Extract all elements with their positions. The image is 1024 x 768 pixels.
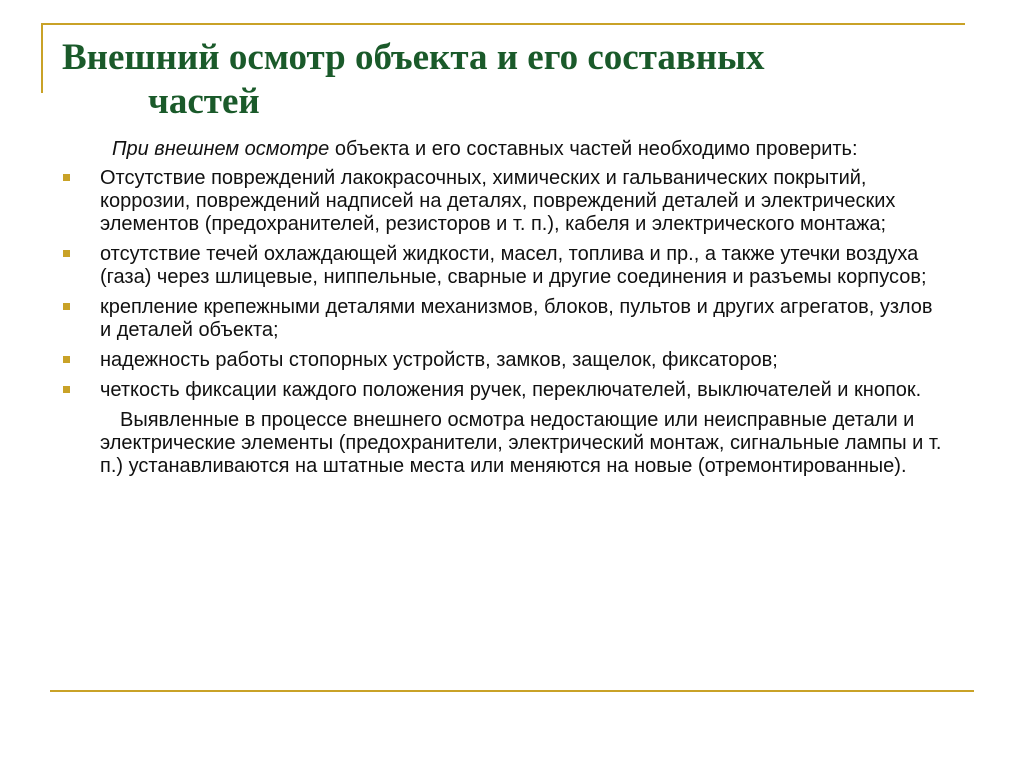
top-divider (41, 23, 965, 25)
slide-body (63, 138, 943, 484)
bullet-list (63, 167, 943, 402)
list-item-text: крепление крепежными деталями механизмов, блоков, пультов и других агрегатов, узлов и деталей объекта; (100, 296, 933, 341)
title-line-2: частей (148, 81, 260, 122)
list-item-text: Отсутствие повреждений лакокрасочных, химических и гальванических покрытий, коррозии, повреждений надписей на деталях, повреждений деталей и электрических элементов (предохранителей, резисторов и т. п.), кабеля и электрического монтажа; (100, 167, 896, 235)
list-item-text: отсутствие течей охлаждающей жидкости, масел, топлива и пр., а также утечки воздуха (газа) через шлицевые, ниппельные, сварные и другие соединения и разъемы корпусов; (100, 243, 927, 288)
intro-italic: При внешнем осмотре (112, 138, 330, 160)
closing-paragraph: Выявленные в процессе внешнего осмотра недостающие или неисправные детали и электрические элементы (предохранители, электрический монтаж, сигнальные лампы и т. п.) устанавливаются на штатные места или меняются на новые (отремонтированные). (100, 409, 942, 477)
bullet-square-icon (63, 250, 70, 257)
bottom-divider (50, 690, 974, 692)
list-item (63, 296, 943, 342)
bullet-square-icon (63, 386, 70, 393)
list-item (63, 167, 943, 236)
list-item (63, 243, 943, 289)
title-line-1: Внешний осмотр объекта и его составных (62, 37, 765, 78)
list-item (63, 349, 943, 372)
intro-paragraph (100, 138, 943, 161)
bullet-square-icon (63, 303, 70, 310)
list-item-text: четкость фиксации каждого положения ручек, переключателей, выключателей и кнопок. (100, 379, 922, 401)
intro-text: объекта и его составных частей необходимо проверить: (329, 138, 858, 160)
slide-title (62, 36, 1002, 124)
list-item (63, 379, 943, 402)
left-divider (41, 23, 43, 93)
list-item-text: надежность работы стопорных устройств, замков, защелок, фиксаторов; (100, 349, 778, 371)
bullet-square-icon (63, 356, 70, 363)
bullet-square-icon (63, 174, 70, 181)
